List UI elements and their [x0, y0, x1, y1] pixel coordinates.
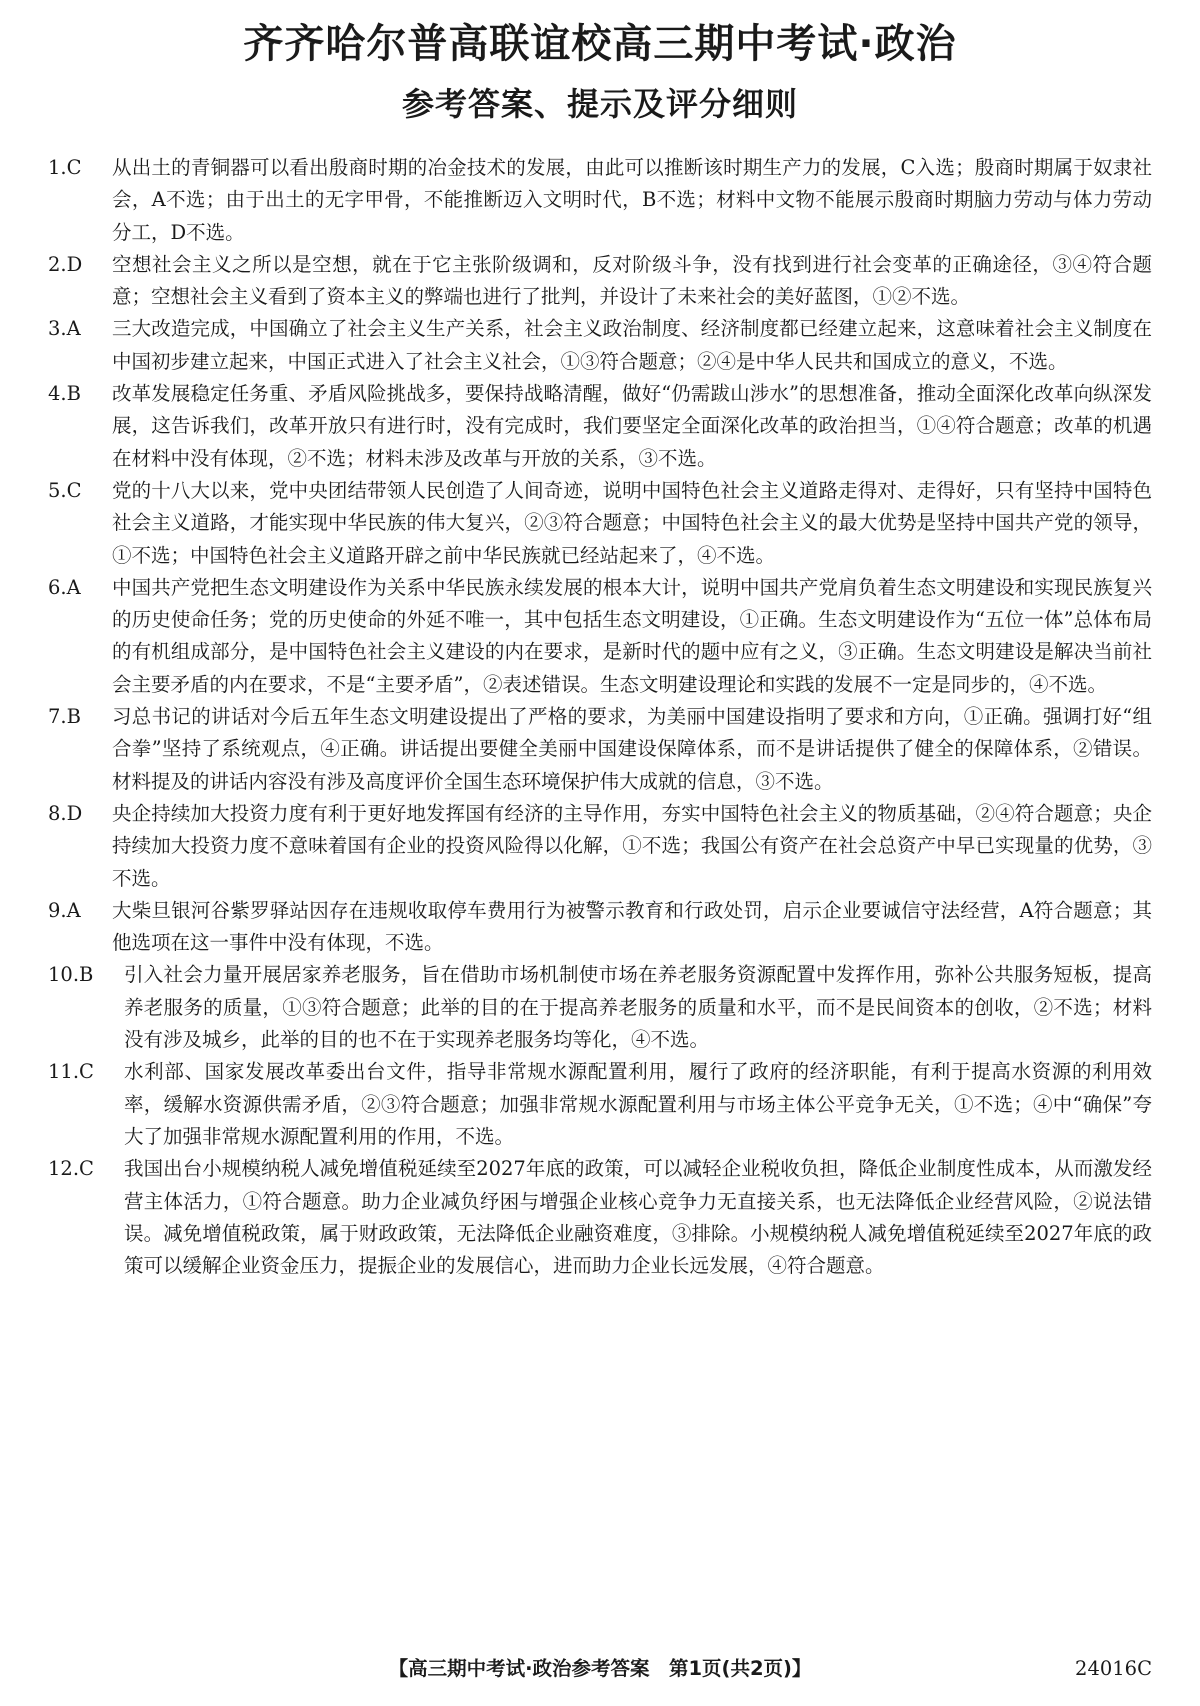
answer-number: 11.C — [48, 1060, 94, 1084]
answer-number: 1.C — [48, 156, 82, 179]
answer-explanation: 大柴旦银河谷紫罗驿站因存在违规收取停车费用行为被警示教育和行政处罚，启示企业要诚信守法经营，A符合题意；其他选项在这一事件中没有体现，不选。 — [112, 898, 1152, 955]
answer-explanation: 改革发展稳定任务重、矛盾风险挑战多，要保持战略清醒，做好“仍需跋山涉水”的思想准备，推动全面深化改革向纵深发展，这告诉我们，改革开放只有进行时，没有完成时，我们要坚定全面深化改革的政治担当，①④符合题意；改革的机遇在材料中没有体现，②不选；材料未涉及改革与开放的关系，③不选。 — [112, 382, 1152, 470]
answer-explanation: 党的十八大以来，党中央团结带领人民创造了人间奇迹，说明中国特色社会主义道路走得对、走得好，只有坚持中国特色社会主义道路，才能实现中华民族的伟大复兴，②③符合题意；中国特色社会主义的最大优势是坚持中国共产党的领导，①不选；中国特色社会主义道路开辟之前中华民族就已经站起来了，④不选。 — [112, 478, 1152, 567]
document-title: 齐齐哈尔普高联谊校高三期中考试·政治 — [243, 21, 957, 67]
page-info: 【高三期中考试·政治参考答案 第1页(共2页)】 — [388, 1657, 812, 1680]
answer-item — [48, 313, 1152, 378]
answer-number: 8.D — [48, 801, 83, 825]
answer-item — [48, 475, 1152, 572]
answer-item — [48, 798, 1152, 895]
answer-item — [48, 572, 1152, 701]
answer-item — [48, 1153, 1152, 1282]
answer-item — [48, 378, 1152, 475]
answer-explanation: 引入社会力量开展居家养老服务，旨在借助市场机制使市场在养老服务资源配置中发挥作用，弥补公共服务短板，提高养老服务的质量，①③符合题意；此举的目的在于提高养老服务的质量和水平，而不是民间资本的创收，②不选；材料没有涉及城乡，此举的目的也不在于实现养老服务均等化，④不选。 — [124, 963, 1152, 1052]
answer-explanation: 中国共产党把生态文明建设作为关系中华民族永续发展的根本大计，说明中国共产党肩负着生态文明建设和实现民族复兴的历史使命任务；党的历史使命的外延不唯一，其中包括生态文明建设，①正确。生态文明建设作为“五位一体”总体布局的有机组成部分，是中国特色社会主义建设的内在要求，是新时代的题中应有之义，③正确。生态文明建设是解决当前社会主要矛盾的内在要求，不是“主要矛盾”，②表述错误。生态文明建设理论和实践的发展不一定是同步的，④不选。 — [112, 575, 1152, 696]
answer-explanation: 从出土的青铜器可以看出殷商时期的冶金技术的发展，由此可以推断该时期生产力的发展，C入选；殷商时期属于奴隶社会，A不选；由于出土的无字甲骨，不能推断迈入文明时代，B不选；材料中文物不能展示殷商时期脑力劳动与体力劳动分工，D不选。 — [112, 156, 1152, 244]
answer-number: 2.D — [48, 252, 83, 276]
answer-explanation: 习总书记的讲话对今后五年生态文明建设提出了严格的要求，为美丽中国建设指明了要求和方向，①正确。强调打好“组合拳”坚持了系统观点，④正确。讲话提出要健全美丽中国建设保障体系，而不是讲话提供了健全的保障体系，②错误。材料提及的讲话内容没有涉及高度评价全国生态环境保护伟大成就的信息，③不选。 — [112, 705, 1152, 793]
answer-explanation: 央企持续加大投资力度有利于更好地发挥国有经济的主导作用，夯实中国特色社会主义的物质基础，②④符合题意；央企持续加大投资力度不意味着国有企业的投资风险得以化解，①不选；我国公有资产在社会总资产中早已实现量的优势，③不选。 — [112, 801, 1152, 890]
document-code: 24016C — [1075, 1657, 1152, 1680]
answer-explanation: 三大改造完成，中国确立了社会主义生产关系，社会主义政治制度、经济制度都已经建立起来，这意味着社会主义制度在中国初步建立起来，中国正式进入了社会主义社会，①③符合题意；②④是中华人民共和国成立的意义，不选。 — [112, 317, 1152, 373]
answer-number: 4.B — [48, 382, 81, 406]
answer-number: 9.A — [48, 898, 81, 922]
answer-explanation: 空想社会主义之所以是空想，就在于它主张阶级调和，反对阶级斗争，没有找到进行社会变革的正确途径，③④符合题意；空想社会主义看到了资本主义的弊端也进行了批判，并设计了未来社会的美好蓝图，①②不选。 — [112, 252, 1152, 309]
document-subtitle: 参考答案、提示及评分细则 — [401, 85, 798, 123]
answer-item — [48, 249, 1152, 314]
answer-number: 3.A — [48, 317, 81, 341]
answer-item — [48, 1056, 1152, 1153]
answer-number: 5.C — [48, 478, 82, 502]
answer-explanation: 水利部、国家发展改革委出台文件，指导非常规水源配置利用，履行了政府的经济职能，有利于提高水资源的利用效率，缓解水资源供需矛盾，②③符合题意；加强非常规水源配置利用与市场主体公平竞争无关，①不选；④中“确保”夸大了加强非常规水源配置利用的作用，不选。 — [124, 1060, 1152, 1148]
answer-number: 10.B — [48, 963, 94, 987]
answer-item — [48, 895, 1152, 960]
answer-number: 7.B — [48, 705, 81, 729]
answer-item — [48, 152, 1152, 249]
page-footer — [0, 1651, 1200, 1687]
answer-explanation: 我国出台小规模纳税人减免增值税延续至2027年底的政策，可以减轻企业税收负担，降低企业制度性成本，从而激发经营主体活力，①符合题意。助力企业减负纾困与增强企业核心竞争力无直接关系，也无法降低企业经营风险，②说法错误。减免增值税政策，属于财政政策，无法降低企业融资难度，③排除。小规模纳税人减免增值税延续至2027年底的政策可以缓解企业资金压力，提振企业的发展信心，进而助力企业长远发展，④符合题意。 — [124, 1157, 1152, 1278]
answer-item — [48, 701, 1152, 798]
answer-number: 6.A — [48, 575, 81, 599]
answer-number: 12.C — [48, 1157, 94, 1181]
answer-item — [48, 959, 1152, 1056]
answer-list — [48, 152, 1152, 1282]
